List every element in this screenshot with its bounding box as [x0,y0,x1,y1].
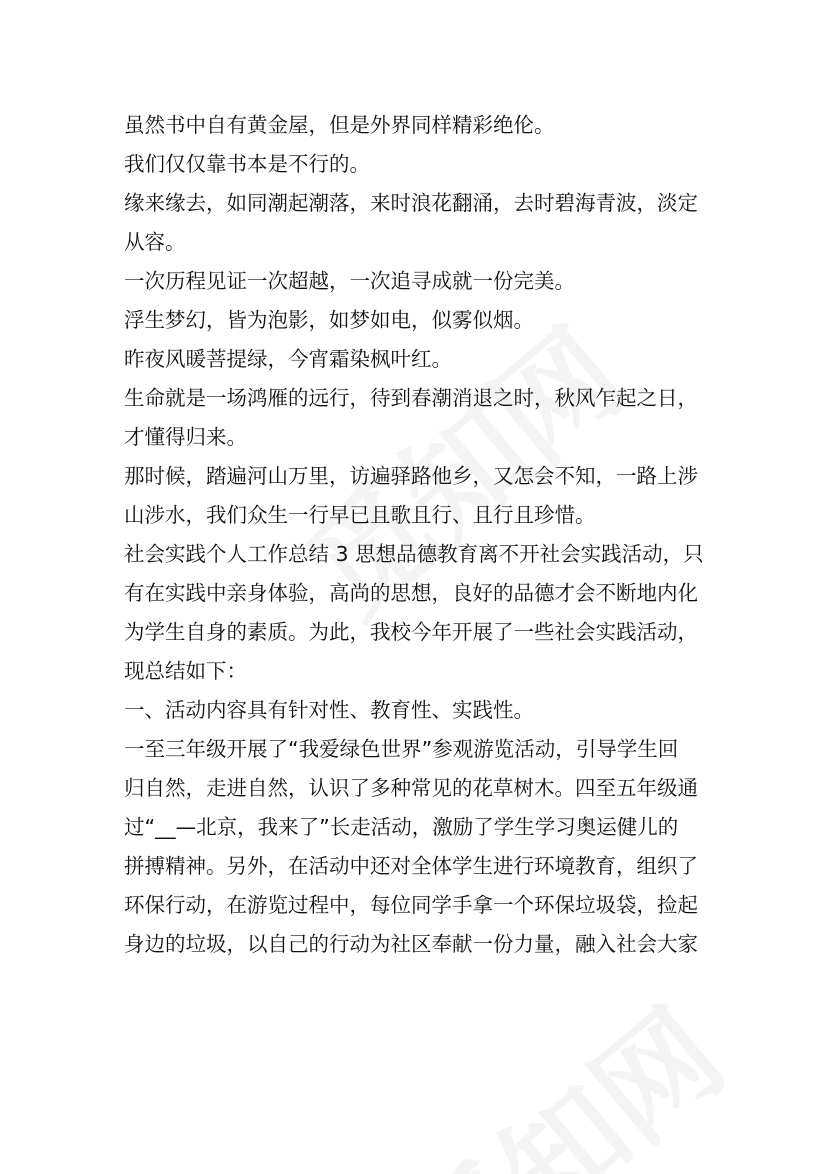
text-line: 为学生自身的素质。为此，我校今年开展了一些社会实践活动， [124,620,698,644]
text-line: 虽然书中自有黄金屋，但是外界同样精彩绝伦。 [124,113,555,137]
text-line: 环保行动，在游览过程中，每位同学手拿一个环保垃圾袋，捡起 [124,893,698,917]
text-line: 缘来缘去，如同潮起潮落，来时浪花翻涌，去时碧海青波，淡定 [124,191,698,215]
text-line: 一次历程见证一次超越，一次追寻成就一份完美。 [124,269,575,293]
text-line: 一至三年级开展了“我爱绿色世界”参观游览活动，引导学生回 [124,737,679,761]
text-line: 归自然，走进自然，认识了多种常见的花草树木。四至五年级通 [124,776,698,800]
text-line: 那时候，踏遍河山万里，访遍驿路他乡，又怎会不知，一路上涉 [124,464,698,488]
text-line: 身边的垃圾，以自己的行动为社区奉献一份力量，融入社会大家 [124,932,698,956]
text-line: 浮生梦幻，皆为泡影，如梦如电，似雾似烟。 [124,308,534,332]
document-body [124,106,714,964]
text-line: 社会实践个人工作总结 3 思想品德教育离不开社会实践活动，只 [124,542,704,566]
text-line: 现总结如下： [124,659,247,683]
text-line: 我们仅仅靠书本是不行的。 [124,152,370,176]
text-line: 有在实践中亲身体验，高尚的思想，良好的品德才会不断地内化 [124,581,698,605]
text-line: 拼搏精神。另外，在活动中还对全体学生进行环境教育，组织了 [124,854,698,878]
text-line: 从容。 [124,230,186,254]
watermark [367,964,753,1174]
text-line: 一、活动内容具有针对性、教育性、实践性。 [124,698,534,722]
text-line: 才懂得归来。 [124,425,247,449]
text-line: 生命就是一场鸿雁的远行，待到春潮消退之时，秋风乍起之日， [124,386,698,410]
text-line: 过“__—北京，我来了”长走活动，激励了学生学习奥运健儿的 [124,815,679,839]
text-line: 山涉水，我们众生一行早已且歌且行、且行且珍惜。 [124,503,596,527]
text-line: 昨夜风暖菩提绿，今宵霜染枫叶红。 [124,347,452,371]
